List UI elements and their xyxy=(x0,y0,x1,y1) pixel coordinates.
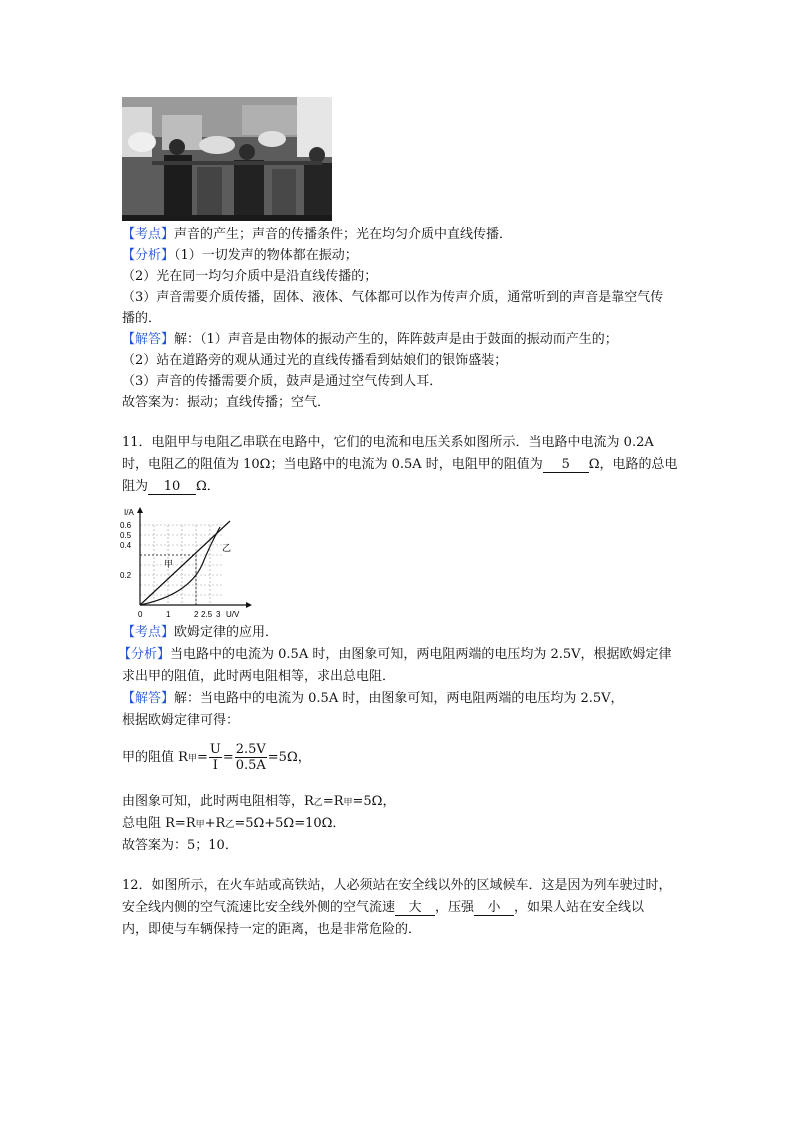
analysis-text: （1）一切发声的物体都在振动； xyxy=(174,248,358,263)
total-a: 总电阻 R=R xyxy=(122,816,196,831)
festival-photo xyxy=(122,97,332,221)
x-label: U/V xyxy=(226,610,240,619)
q11-analysis-tag: 【分析】 xyxy=(118,647,171,662)
x-axis-arrow xyxy=(246,602,252,608)
q12-line-3: 内，即使与车辆保持一定的距离，也是非常危险的． xyxy=(122,922,422,937)
q11-equal-line xyxy=(122,793,395,812)
formula-suffix: =5Ω， xyxy=(267,750,311,765)
equal-sub-jia: 甲 xyxy=(343,798,353,808)
formula-eq-1: = xyxy=(196,750,208,765)
prev-solution-line-3: （3）声音的传播需要介质，鼓声是通过空气传到人耳． xyxy=(122,374,443,389)
label-yi: 乙 xyxy=(222,543,232,553)
iu-graph xyxy=(118,505,258,625)
q11-solution-line-1 xyxy=(122,690,624,708)
total-sub-jia: 甲 xyxy=(195,820,205,830)
q11-point-text: 欧姆定律的应用． xyxy=(174,625,279,640)
prev-solution-line-2: （2）站在道路旁的观从通过光的直线传播看到姑娘们的银饰盛装； xyxy=(122,353,508,368)
label-jia: 甲 xyxy=(164,559,174,569)
x-tick-2: 2 xyxy=(194,610,199,619)
point-text: 声音的产生；声音的传播条件；光在均匀介质中直线传播． xyxy=(174,227,513,242)
y-tick-0-4: 0.4 xyxy=(120,541,132,550)
q11-blank-1: 5 xyxy=(543,457,589,473)
q12-line-2-c: ，如果人站在安全线以 xyxy=(514,900,645,915)
y-tick-0-2: 0.2 xyxy=(120,571,132,580)
q12-blank-2: 小 xyxy=(474,900,514,916)
y-tick-0-6: 0.6 xyxy=(120,521,132,530)
q11-point-line xyxy=(122,624,278,642)
q11-answer-line: 故答案为：5；10． xyxy=(122,838,238,853)
q11-analysis-line-2: 求出甲的阻值，此时两电阻相等，求出总电阻． xyxy=(122,669,396,684)
q11-point-tag: 【考点】 xyxy=(122,625,175,640)
frac1-numerator: U xyxy=(209,742,221,757)
formula-sub-jia: 甲 xyxy=(187,754,197,764)
formula-prefix: 甲的阻值 R xyxy=(122,750,188,765)
frac2-denominator: 0.5A xyxy=(235,758,266,773)
q11-analysis-line-1 xyxy=(118,646,672,664)
prev-analysis-line-4: 播的． xyxy=(122,311,162,326)
q12-blank-1: 大 xyxy=(395,900,435,916)
q12-line-2-b: ，压强 xyxy=(435,900,475,915)
q11-analysis-text-1: 当电路中的电流为 0.5A 时，由图象可知，两电阻两端的电压均为 2.5V，根据欧姆定律 xyxy=(170,647,672,662)
equal-sub-yi: 乙 xyxy=(313,798,323,808)
y-label: I/A xyxy=(124,508,134,517)
solution-text: 解：（1）声音是由物体的振动产生的，阵阵鼓声是由于鼓面的振动而产生的； xyxy=(174,332,618,347)
q12-line-2-a: 安全线内侧的空气流速比安全线外侧的空气流速 xyxy=(122,900,396,915)
equal-b: =R xyxy=(322,794,344,809)
total-sub-yi: 乙 xyxy=(225,820,235,830)
x-tick-2-5: 2.5 xyxy=(201,610,213,619)
prev-point-line xyxy=(122,226,512,244)
x-tick-1: 1 xyxy=(166,610,171,619)
q11-line-3-b: Ω． xyxy=(196,479,220,494)
q11-solution-text-1: 解：当电路中的电流为 0.5A 时，由图象可知，两电阻两端的电压均为 2.5V， xyxy=(174,691,624,706)
q11-solution-tag: 【解答】 xyxy=(122,691,175,706)
q11-solution-line-2: 根据欧姆定律可得： xyxy=(122,713,240,728)
solution-tag: 【解答】 xyxy=(122,332,175,347)
q11-line-3-a: 阻为 xyxy=(122,479,149,494)
equal-c: =5Ω， xyxy=(352,794,396,809)
q11-line-3 xyxy=(122,478,220,496)
iu-graph-svg xyxy=(118,505,258,625)
fraction-u-over-i xyxy=(209,742,222,773)
q11-blank-2: 10 xyxy=(148,479,196,495)
total-c: =5Ω+5Ω=10Ω． xyxy=(234,816,346,831)
prev-answer-line: 故答案为：振动；直线传播；空气． xyxy=(122,395,331,410)
point-tag: 【考点】 xyxy=(122,227,175,242)
y-tick-0-5: 0.5 xyxy=(120,531,132,540)
photo-drawing xyxy=(122,97,332,221)
equal-a: 由图象可知，此时两电阻相等，R xyxy=(122,794,314,809)
q11-line-1: 11．电阻甲与电阻乙串联在电路中，它们的电流和电压关系如图所示．当电路中电流为 0.2A xyxy=(122,435,654,450)
prev-analysis-line-1 xyxy=(122,247,358,265)
q12-line-1: 12．如图所示，在火车站或高铁站，人必须站在安全线以外的区域候车．这是因为列车驶过时， xyxy=(122,878,672,893)
prev-analysis-line-3: （3）声音需要介质传播，固体、液体、气体都可以作为传声介质，通常听到的声音是靠空气传 xyxy=(122,290,664,305)
q11-total-line xyxy=(122,815,345,834)
q11-formula xyxy=(122,740,311,777)
q12-line-2 xyxy=(122,899,644,917)
frac2-numerator: 2.5V xyxy=(235,742,266,757)
x-tick-3: 3 xyxy=(216,610,221,619)
q11-line-2-a: 时，电阻乙的阻值为 10Ω；当电路中的电流为 0.5A 时，电阻甲的阻值为 xyxy=(122,457,543,472)
y-axis-arrow xyxy=(137,507,143,513)
analysis-tag: 【分析】 xyxy=(122,248,175,263)
formula-eq-2: = xyxy=(222,750,234,765)
total-b: +R xyxy=(204,816,226,831)
prev-analysis-line-2: （2）光在同一均匀介质中是沿直线传播的； xyxy=(122,269,378,284)
prev-solution-line-1 xyxy=(122,331,618,349)
x-tick-0: 0 xyxy=(138,610,143,619)
q11-line-2 xyxy=(122,456,678,474)
fraction-values xyxy=(235,742,267,773)
q11-line-2-b: Ω，电路的总电 xyxy=(588,457,678,472)
frac1-denominator: I xyxy=(212,758,218,773)
